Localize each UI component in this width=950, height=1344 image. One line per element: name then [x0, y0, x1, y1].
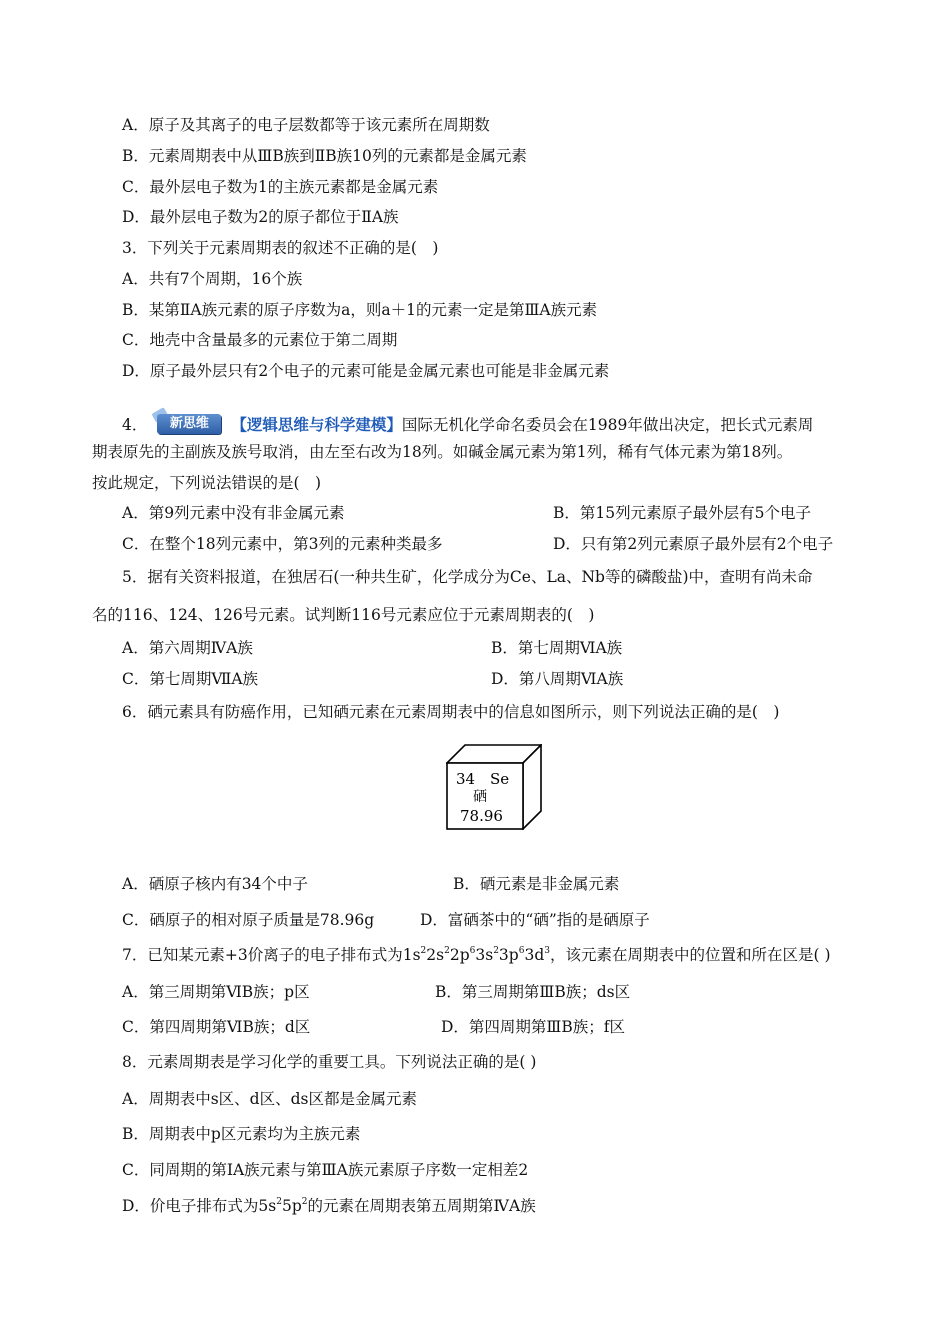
q7-option-a: A．第三周期第ⅥB族；p区 — [122, 983, 310, 1001]
new-thinking-badge — [153, 410, 227, 436]
q4-option-a: A．第9列元素中没有非金属元素 — [122, 504, 345, 522]
q4-stem-text: 国际无机化学命名委员会在1989年做出决定，把长式元素周 — [401, 416, 814, 434]
q4-stem-line3: 按此规定，下列说法错误的是( ) — [92, 474, 322, 492]
q8-option-c: C．同周期的第ⅠA族元素与第ⅢA族元素原子序数一定相差2 — [122, 1161, 529, 1179]
element-symbol: Se — [490, 770, 510, 788]
q4-stem-line1 — [122, 410, 813, 436]
q8-stem: 8．元素周期表是学习化学的重要工具。下列说法正确的是( ) — [122, 1053, 537, 1071]
q3-option-b: B．某第ⅡA族元素的原子序数为a，则a＋1的元素一定是第ⅢA族元素 — [122, 301, 598, 319]
q5-option-c: C．第七周期ⅦA族 — [122, 670, 259, 688]
q6-option-a: A．硒原子核内有34个中子 — [122, 875, 308, 893]
q7-option-c: C．第四周期第ⅥB族；d区 — [122, 1018, 311, 1036]
q2-option-c: C．最外层电子数为1的主族元素都是金属元素 — [122, 178, 439, 196]
q2-option-b: B．元素周期表中从ⅢB族到ⅡB族10列的元素都是金属元素 — [122, 147, 527, 165]
selenium-element-cube — [446, 744, 542, 830]
q3-stem: 3．下列关于元素周期表的叙述不正确的是( ) — [122, 239, 439, 257]
q6-stem: 6．硒元素具有防癌作用，已知硒元素在元素周期表中的信息如图所示，则下列说法正确的是( ) — [122, 703, 780, 721]
q2-option-a: A．原子及其离子的电子层数都等于该元素所在周期数 — [122, 116, 490, 134]
q6-option-b: B．硒元素是非金属元素 — [453, 875, 620, 893]
q8-option-b: B．周期表中p区元素均为主族元素 — [122, 1125, 361, 1143]
q4-option-c: C．在整个18列元素中，第3列的元素种类最多 — [122, 535, 443, 553]
q3-option-c: C．地壳中含量最多的元素位于第二周期 — [122, 331, 398, 349]
q7-stem-start: 7．已知某元素+3价离子的电子排布式为1s — [122, 946, 421, 964]
q4-number: 4． — [122, 416, 148, 434]
atomic-number: 34 — [456, 770, 476, 788]
q4-option-d: D．只有第2列元素原子最外层有2个电子 — [553, 535, 834, 553]
q5-option-a: A．第六周期ⅣA族 — [122, 639, 253, 657]
q7-stem: 7．已知某元素+3价离子的电子排布式为$1s^22s^22p^63s^23p^63d^3$，该元素在周期表中的位置和所在区是( ) — [122, 946, 831, 964]
q3-option-d: D．原子最外层只有2个电子的元素可能是金属元素也可能是非金属元素 — [122, 362, 610, 380]
element-cube-figure — [446, 744, 542, 830]
q4-stem-line2: 期表原先的主副族及族号取消，由左至右改为18列。如碱金属元素为第1列，稀有气体元素为第18列。 — [92, 443, 793, 461]
badge-label: 新思维 — [157, 414, 221, 434]
q2-option-d: D．最外层电子数为2的原子都位于ⅡA族 — [122, 208, 399, 226]
q5-option-b: B．第七周期ⅥA族 — [491, 639, 623, 657]
q5-option-d: D．第八周期ⅥA族 — [491, 670, 624, 688]
q4-option-b: B．第15列元素原子最外层有5个电子 — [553, 504, 811, 522]
atomic-mass: 78.96 — [460, 807, 503, 825]
q5-stem-line2: 名的116、124、126号元素。试判断116号元素应位于元素周期表的( ) — [92, 606, 595, 624]
element-name: 硒 — [473, 789, 487, 805]
q4-tag: 【逻辑思维与科学建模】 — [231, 415, 402, 434]
q8-option-a: A．周期表中s区、d区、ds区都是金属元素 — [122, 1090, 417, 1108]
q6-option-c: C．硒原子的相对原子质量是78.96g — [122, 911, 375, 929]
q8-option-d-start: D．价电子排布式为5s — [122, 1197, 277, 1215]
q6-option-d: D．富硒茶中的“硒”指的是硒原子 — [420, 911, 650, 929]
q8-option-d-end: 的元素在周期表第五周期第ⅣA族 — [307, 1197, 536, 1215]
q7-option-d: D．第四周期第ⅢB族；f区 — [441, 1018, 626, 1036]
q7-stem-end: ，该元素在周期表中的位置和所在区是( ) — [549, 946, 831, 964]
q8-option-d: D．价电子排布式为$5s^25p^2$的元素在周期表第五周期第ⅣA族 — [122, 1197, 536, 1215]
q5-stem-line1: 5．据有关资料报道，在独居石(一种共生矿，化学成分为Ce、La、Nb等的磷酸盐)中，查明有尚未命 — [122, 568, 813, 586]
q7-option-b: B．第三周期第ⅢB族；ds区 — [435, 983, 631, 1001]
q3-option-a: A．共有7个周期，16个族 — [122, 270, 303, 288]
